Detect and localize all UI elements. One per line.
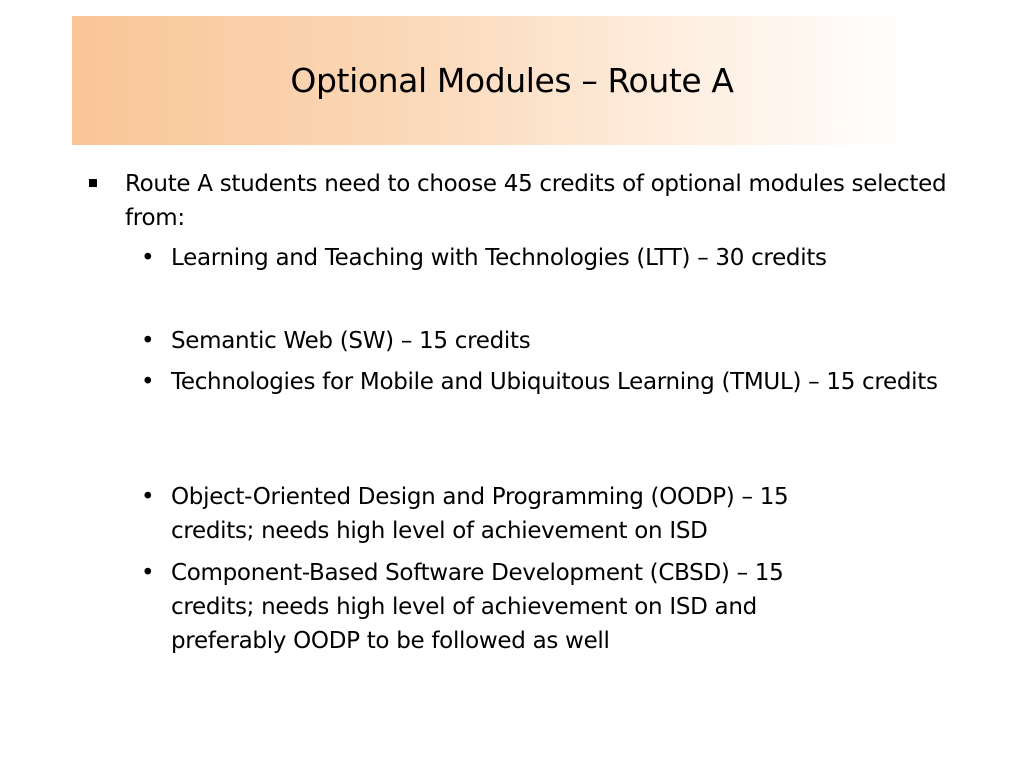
bullet-icon: •	[141, 328, 155, 354]
bullet-icon: •	[141, 245, 155, 271]
module-tmul-text: Technologies for Mobile and Ubiquitous Learning (TMUL) – 15 credits	[171, 369, 938, 395]
module-oodp-text: Object-Oriented Design and Programming (OODP) – 15 credits; needs high level of achievement on ISD	[171, 484, 789, 544]
bullet-icon: •	[141, 560, 155, 586]
square-bullet-icon	[89, 179, 97, 187]
bullet-icon: •	[141, 369, 155, 395]
slide-title: Optional Modules – Route A	[290, 61, 734, 100]
bullet-icon: •	[141, 484, 155, 510]
module-ltt-text: Learning and Teaching with Technologies (LTT) – 30 credits	[171, 245, 827, 271]
module-cbsd-text: Component-Based Software Development (CBSD) – 15 credits; needs high level of achievement on ISD and preferably OODP to be followed as well	[171, 560, 784, 654]
module-sw-text: Semantic Web (SW) – 15 credits	[171, 328, 531, 354]
intro-text: Route A students need to choose 45 credits of optional modules selected from:	[125, 171, 947, 231]
